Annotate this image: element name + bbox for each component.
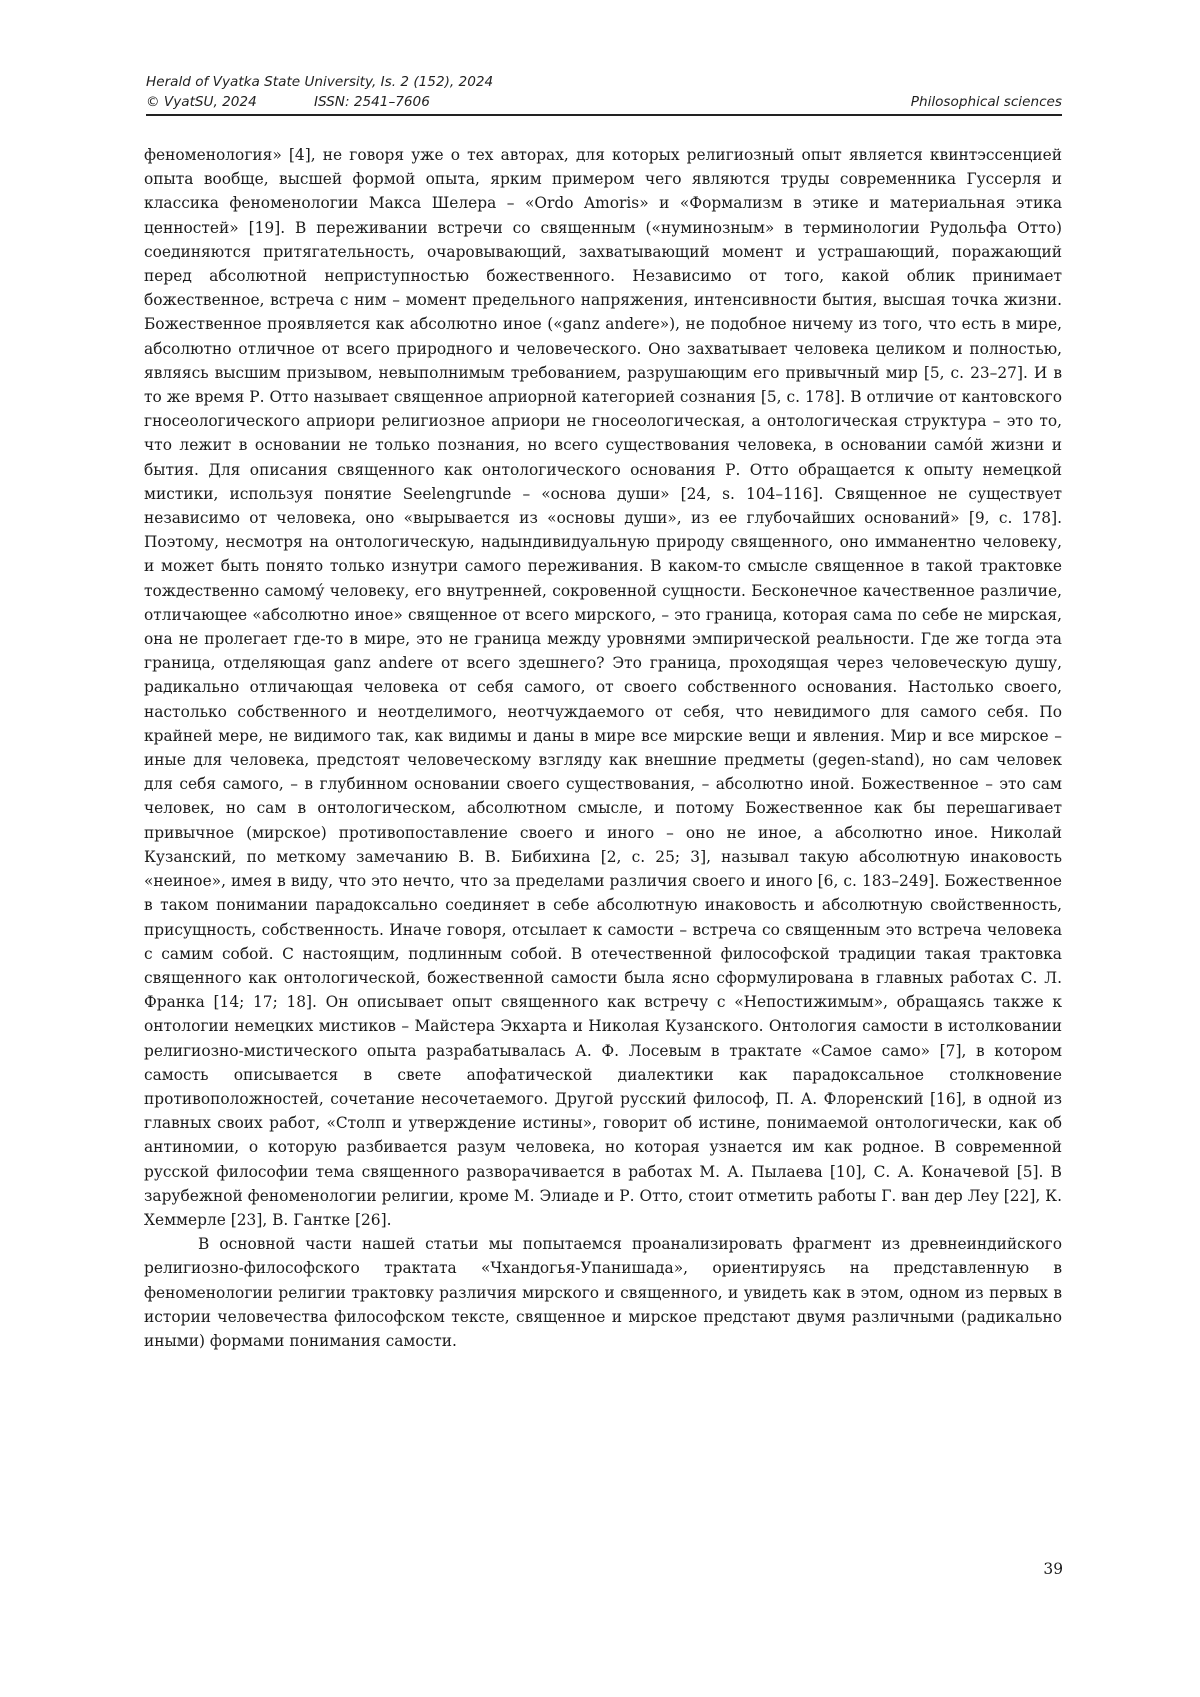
paragraph-2: В основной части нашей статьи мы попытаемся проанализировать фрагмент из древнеиндийского религиозно-философского трактата «Чхандогья-Упанишада», ориентируясь на представленную в феноменологии религии трактовку различия мирского и священного, и увидеть как в этом, одном из первых в истории человечества философском тексте, священное и мирское предстают двумя различными (радикально иными) формами понимания самости. — [144, 1235, 1062, 1350]
journal-title: Herald of Vyatka State University, Is. 2 (152), 2024 — [146, 74, 494, 90]
page-number: 39 — [1043, 1560, 1063, 1578]
header-divider — [146, 114, 1062, 116]
header-meta-line — [146, 92, 1062, 112]
article-body — [144, 143, 1062, 1353]
issn: ISSN: 2541–7606 — [314, 94, 430, 110]
section-name: Philosophical sciences — [910, 94, 1062, 110]
paragraph-1: феноменология» [4], не говоря уже о тех авторах, для которых религиозный опыт является квинтэссенцией опыта вообще, высшей формой опыта, ярким примером чего являются труды современника Гуссерля и классика феноменологии Макса Шелера – «Ordo Amoris» и «Формализм в этике и материальная этика ценностей» [19]. В переживании встречи со священным («нуминозным» в терминологии Рудольфа Отто) соединяются притягательность, очаровывающий, захватывающий момент и устрашающий, поражающий перед абсолютной неприступностью божественного. Независимо от того, какой облик принимает божественное, встреча с ним – момент предельного напряжения, интенсивности бытия, высшая точка жизни. Божественное проявляется как абсолютно иное («ganz andere»), не подобное ничему из того, что есть в мире, абсолютно отличное от всего природного и человеческого. Оно захватывает человека целиком и полностью, являясь высшим призывом, невыполнимым требованием, разрушающим его привычный мир [5, с. 23–27]. И в то же время Р. Отто называет священное априорной категорией сознания [5, с. 178]. В отличие от кантовского гносеологического априори религиозное априори не гносеологическая, а онтологическая структура – это то, что лежит в основании не только познания, но всего существования человека, в основании самóй жизни и бытия. Для описания священного как онтологического основания Р. Отто обращается к опыту немецкой мистики, используя понятие Seelengrunde – «основа души» [24, s. 104–116]. Священное не существует независимо от человека, оно «вырывается из «основы души», из ее глубочайших оснований» [9, с. 178]. Поэтому, несмотря на онтологическую, надындивидуальную природу священного, оно имманентно человеку, и может быть понято только изнутри самого переживания. В каком-то смысле священное в такой трактовке тождественно самомý человеку, его внутренней, сокровенной сущности. Бесконечное качественное различие, отличающее «абсолютно иное» священное от всего мирского, – это граница, которая сама по себе не мирская, она не пролегает где-то в мире, это не граница между уровнями эмпирической реальности. Где же тогда эта граница, отделяющая ganz andere от всего здешнего? Это граница, проходящая через человеческую душу, радикально отличающая человека от себя самого, от своего собственного основания. Настолько своего, настолько собственного и неотделимого, неотчуждаемого от себя, что невидимого для самого себя. По крайней мере, не видимого так, как видимы и даны в мире все мирские вещи и явления. Мир и все мирское – иные для человека, предстоят человеческому взгляду как внешние предметы (gegen-stand), но сам человек для себя самого, – в глубинном основании своего существования, – абсолютно иной. Божественное – это сам человек, но сам в онтологическом, абсолютном смысле, и потому Божественное как бы перешагивает привычное (мирское) противопоставление своего и иного – оно не иное, а абсолютно иное. Николай Кузанский, по меткому замечанию В. В. Бибихина [2, с. 25; 3], называл такую абсолютную инаковость «неиное», имея в виду, что это нечто, что за пределами различия своего и иного [6, с. 183–249]. Божественное в таком понимании парадоксально соединяет в себе абсолютную инаковость и абсолютную свойственность, присущность, собственность. Иначе говоря, отсылает к самости – встреча со священным это встреча человека с самим собой. С настоящим, подлинным собой. В отечественной философской традиции такая трактовка священного как онтологической, божественной самости была ясно сформулирована в главных работах С. Л. Франка [14; 17; 18]. Он описывает опыт священного как встречу с «Непостижимым», обращаясь также к онтологии немецких мистиков – Майстера Экхарта и Николая Кузанского. Онтология самости в истолковании религиозно-мистического опыта разрабатывалась А. Ф. Лосевым в трактате «Самое само» [7], в котором самость описывается в свете апофатической диалектики как парадоксальное столкновение противоположностей, сочетание несочетаемого. Другой русский философ, П. А. Флоренский [16], в одной из главных своих работ, «Столп и утверждение истины», говорит об истине, понимаемой онтологически, как об антиномии, о которую разбивается разум человека, но которая узнается им как родное. В современной русской философии тема священного разворачивается в работах М. А. Пылаева [10], С. А. Коначевой [5]. В зарубежной феноменологии религии, кроме М. Элиаде и Р. Отто, стоит отметить работы Г. ван дер Леу [22], К. Хеммерле [23], В. Гантке [26]. — [144, 146, 1062, 1229]
copyright: © VyatSU, 2024 — [146, 94, 257, 110]
running-header — [146, 72, 1062, 112]
